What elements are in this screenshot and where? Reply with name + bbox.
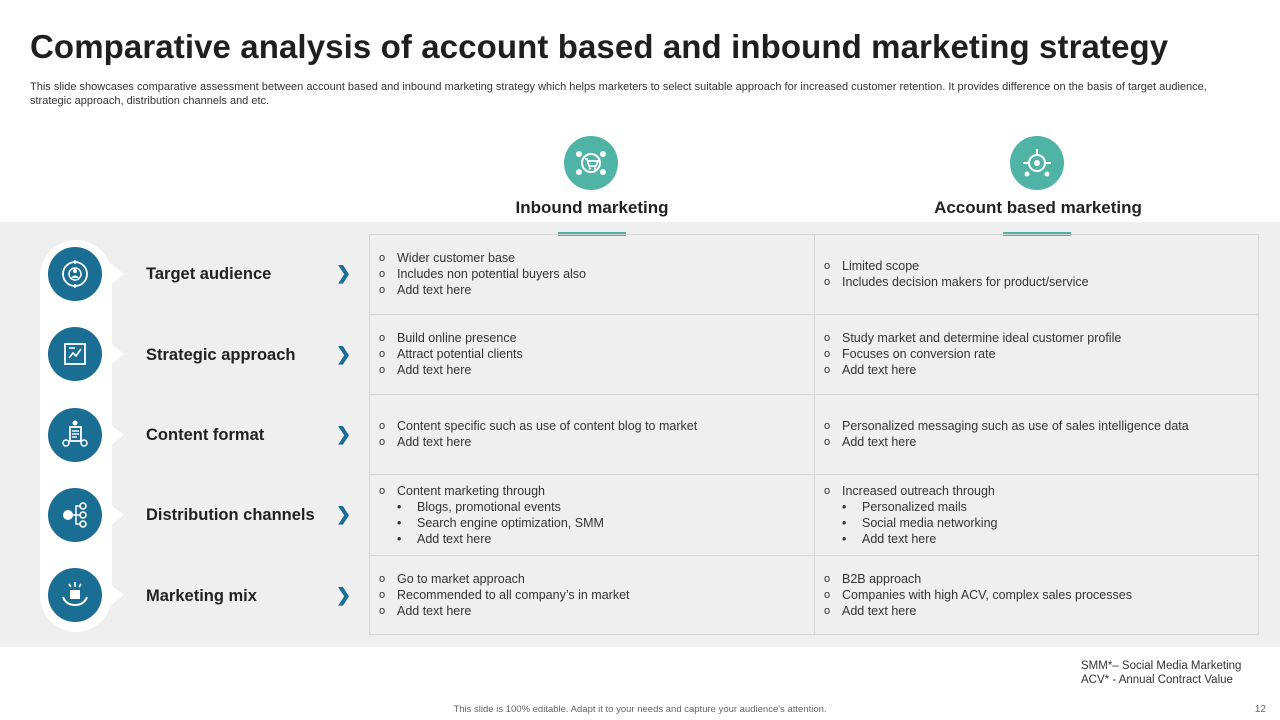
circle-bullet-icon: o [379,420,386,432]
sub-list-item-text: Add text here [862,531,937,546]
list-item-text: Build online presence [397,331,517,345]
circle-bullet-icon: o [824,484,831,497]
circle-bullet-icon: o [824,589,831,601]
list-item-text: B2B approach [842,572,922,586]
list-item-text: Add text here [842,363,917,377]
sub-list-item [379,499,814,515]
circle-bullet-icon: o [379,589,386,601]
list-item [379,418,814,434]
list-item [379,603,814,619]
audience-target-icon [48,247,102,301]
table-cell [369,234,814,314]
column-header-abm: Account based marketing [934,198,1142,217]
row-label-distribution-channels: Distribution channels [146,506,315,524]
list-item-text: Add text here [397,435,472,449]
dot-bullet-icon: • [842,499,847,514]
circle-bullet-icon: o [379,436,386,448]
list-item [824,274,1259,290]
dot-bullet-icon: • [397,531,402,546]
circle-bullet-icon: o [379,573,386,585]
dot-bullet-icon: • [842,515,847,530]
circle-bullet-icon: o [824,436,831,448]
list-item-text: Study market and determine ideal customer profile [842,331,1122,345]
table-cell [814,394,1259,474]
list-item-text: Companies with high ACV, complex sales processes [842,588,1132,602]
row-pointer [110,504,124,526]
sub-list-item-text: Add text here [417,531,492,546]
dot-bullet-icon: • [397,515,402,530]
list-item [824,603,1259,619]
list-item-text: Increased outreach through [842,483,995,498]
list-item [379,250,814,266]
hands-box-icon [48,568,102,622]
list-item-text: Attract potential clients [397,347,523,361]
list-item [379,587,814,603]
table-cell [369,555,814,635]
chevron-right-icon: ❯ [336,344,352,364]
table-cell [369,394,814,474]
table-cell [814,555,1259,635]
list-item-text: Add text here [842,435,917,449]
row-pointer [110,263,124,285]
sub-list-item [824,515,1259,531]
row-label-strategic-approach: Strategic approach [146,346,296,364]
list-item-text: Limited scope [842,259,920,273]
list-item [379,483,814,499]
list-item-text: Add text here [397,363,472,377]
circle-bullet-icon: o [824,420,831,432]
list-item [379,282,814,298]
circle-bullet-icon: o [824,276,831,288]
circle-bullet-icon: o [824,260,831,272]
page-title: Comparative analysis of account based and inbound marketing strategy [30,28,1169,65]
list-item [824,571,1259,587]
strategy-board-icon [48,327,102,381]
circle-bullet-icon: o [379,605,386,617]
list-item [824,362,1259,378]
row-label-target-audience: Target audience [146,265,272,283]
table-cell [814,314,1259,394]
chevron-right-icon: ❯ [336,585,352,605]
circle-bullet-icon: o [379,332,386,344]
list-item-text: Recommended to all company’s in market [397,588,630,602]
chevron-right-icon: ❯ [336,504,352,524]
list-item-text: Add text here [397,604,472,618]
circle-bullet-icon: o [379,364,386,376]
sub-list-item-text: Social media networking [862,515,998,530]
distribution-network-icon [48,488,102,542]
circle-bullet-icon: o [824,364,831,376]
circle-bullet-icon: o [824,348,831,360]
list-item-text: Content marketing through [397,483,546,498]
target-network-icon [1010,136,1064,190]
row-pointer [110,343,124,365]
circle-bullet-icon: o [379,284,386,296]
sub-list-item-text: Search engine optimization, SMM [417,515,604,530]
list-item [824,418,1259,434]
table-cell [369,474,814,555]
row-label-content-format: Content format [146,426,265,444]
list-item [379,330,814,346]
list-item [824,258,1259,274]
circle-bullet-icon: o [824,605,831,617]
list-item-text: Includes decision makers for product/service [842,275,1089,289]
table-cell [814,474,1259,555]
circle-bullet-icon: o [824,332,831,344]
column-header-inbound: Inbound marketing [515,198,669,217]
content-document-icon [48,408,102,462]
list-item [379,362,814,378]
shopping-cart-network-icon [564,136,618,190]
list-item [379,346,814,362]
sub-list-item-text: Personalized mails [862,499,967,514]
list-item [379,571,814,587]
row-pointer [110,584,124,606]
sub-list-item-text: Blogs, promotional events [417,499,561,514]
sub-list-item [824,499,1259,515]
chevron-right-icon: ❯ [336,263,352,283]
sub-list-item [379,531,814,547]
row-label-marketing-mix: Marketing mix [146,587,257,605]
table-cell [814,234,1259,314]
sub-list-item [379,515,814,531]
list-item [824,587,1259,603]
list-item-text: Add text here [397,283,472,297]
dot-bullet-icon: • [842,531,847,546]
list-item [379,434,814,450]
footnote-smm: SMM*– Social Media Marketing [1081,660,1242,672]
list-item-text: Content specific such as use of content blog to market [397,419,698,433]
footnote-acv: ACV* - Annual Contract Value [1081,674,1233,686]
row-pointer [110,424,124,446]
list-item-text: Includes non potential buyers also [397,267,587,281]
dot-bullet-icon: • [397,499,402,514]
list-item-text: Add text here [842,604,917,618]
list-item-text: Personalized messaging such as use of sales intelligence data [842,419,1189,433]
list-item [824,483,1259,499]
page-number: 12 [1254,704,1266,715]
circle-bullet-icon: o [379,268,386,280]
circle-bullet-icon: o [379,252,386,264]
list-item [379,266,814,282]
list-item-text: Wider customer base [397,251,516,265]
circle-bullet-icon: o [379,348,386,360]
list-item [824,330,1259,346]
page-subtitle: This slide showcases comparative assessment between account based and inbound marketing strategy which helps marketers to select suitable approach for increased customer retention. It provides difference on the basis of target audience, strategic approach, distribution channels and etc. [30,81,1207,107]
footnotes [1081,659,1241,687]
chevron-right-icon: ❯ [336,424,352,444]
sub-list-item [824,531,1259,547]
circle-bullet-icon: o [824,573,831,585]
circle-bullet-icon: o [379,484,386,497]
list-item [824,434,1259,450]
footer-note: This slide is 100% editable. Adapt it to your needs and capture your audience's attention. [453,704,827,715]
list-item-text: Focuses on conversion rate [842,347,996,361]
table-cell [369,314,814,394]
list-item [824,346,1259,362]
list-item-text: Go to market approach [397,572,525,586]
